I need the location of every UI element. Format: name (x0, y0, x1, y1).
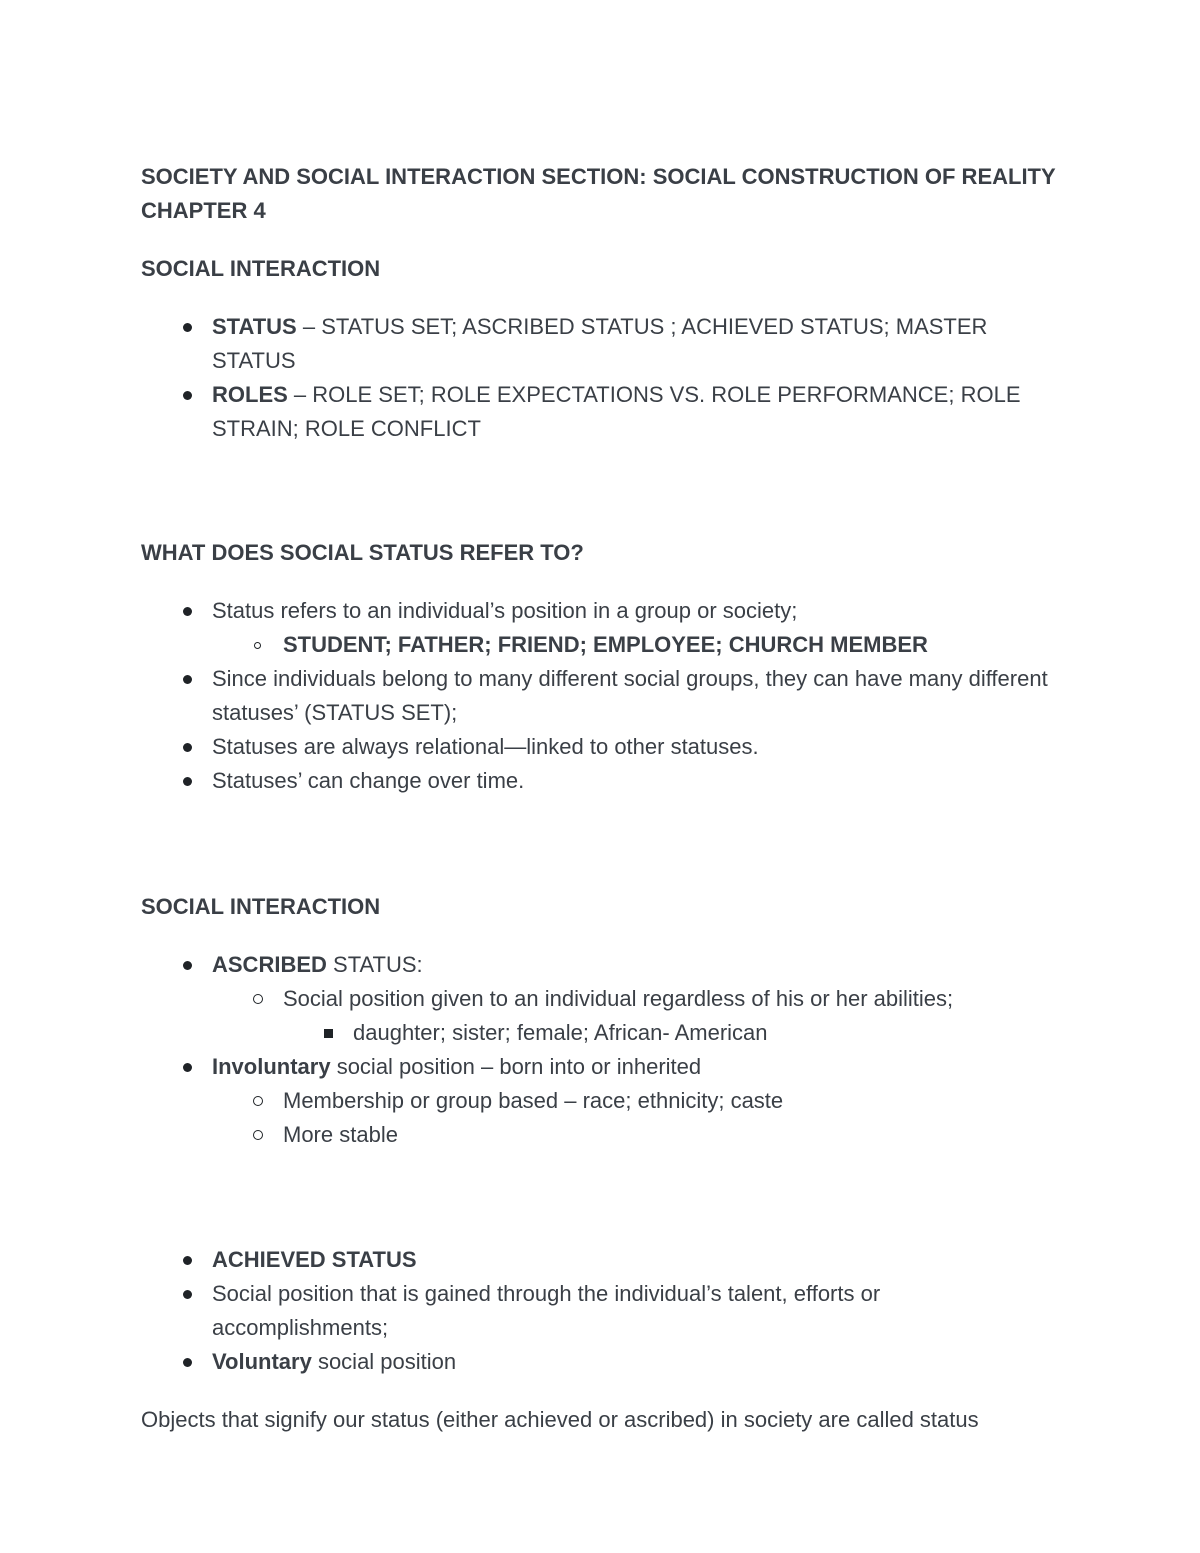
bullet-dot-icon (177, 730, 197, 764)
status-examples: STUDENT; FATHER; FRIEND; EMPLOYEE; CHURCH MEMBER (283, 632, 928, 657)
list-item (141, 1277, 1061, 1345)
spacer (141, 798, 1061, 890)
bullet-ring-icon (248, 1118, 268, 1152)
term-ascribed: ASCRIBED (212, 952, 327, 977)
list-item (141, 1084, 1061, 1118)
list-item (141, 1345, 1061, 1379)
list-item (141, 1016, 1061, 1050)
bullet-dot-icon (177, 378, 197, 412)
list-item-text: Membership or group based – race; ethnicity; caste (283, 1088, 784, 1113)
list-item (141, 1050, 1061, 1084)
bullet-dot-icon (177, 1050, 197, 1084)
bullet-dot-icon (177, 310, 197, 344)
term-involuntary: Involuntary (212, 1054, 331, 1079)
list-item-status (141, 310, 1061, 378)
ascribed-status-list (141, 948, 1061, 1152)
list-item-text: social position – born into or inherited (330, 1054, 702, 1079)
list-item (141, 948, 1061, 982)
list-item-text: Social position given to an individual regardless of his or her abilities; (283, 986, 954, 1011)
list-item (141, 662, 1061, 730)
term-achieved-status: ACHIEVED STATUS (212, 1247, 417, 1272)
spacer (141, 924, 1061, 948)
list-item (141, 730, 1061, 764)
term-roles: ROLES (212, 382, 288, 407)
list-item-text: More stable (283, 1122, 398, 1147)
list-item-text: daughter; sister; female; African- American (353, 1020, 768, 1045)
list-item-roles (141, 378, 1061, 446)
achieved-status-list (141, 1243, 1061, 1379)
document-page (141, 160, 1061, 1437)
status-roles-list (141, 310, 1061, 446)
bullet-dot-icon (177, 948, 197, 982)
spacer (141, 446, 1061, 536)
closing-paragraph: Objects that signify our status (either achieved or ascribed) in society are called status (141, 1407, 979, 1432)
list-item-text: Statuses are always relational—linked to other statuses. (212, 734, 759, 759)
spacer (141, 570, 1061, 594)
bullet-dot-icon (177, 1277, 197, 1311)
list-item-text: social position (311, 1349, 457, 1374)
list-item-text: Statuses’ can change over time. (212, 768, 525, 793)
section-heading-social-interaction: SOCIAL INTERACTION (141, 256, 381, 281)
status-details: – STATUS SET; ASCRIBED STATUS ; ACHIEVED STATUS; MASTER STATUS (212, 314, 988, 373)
bullet-ring-icon (248, 982, 268, 1016)
list-item (141, 628, 1061, 662)
bullet-dot-icon (177, 1345, 197, 1379)
bullet-dot-icon (177, 1243, 197, 1277)
term-voluntary: Voluntary (212, 1349, 312, 1374)
bullet-dot-icon (177, 764, 197, 798)
list-item (141, 982, 1061, 1016)
list-item (141, 1118, 1061, 1152)
bullet-ring-icon (248, 1084, 268, 1118)
roles-details: – ROLE SET; ROLE EXPECTATIONS VS. ROLE PERFORMANCE; ROLE STRAIN; ROLE CONFLICT (212, 382, 1021, 441)
list-item-text: Status refers to an individual’s position in a group or society; (212, 598, 798, 623)
bullet-square-icon (318, 1016, 338, 1050)
spacer (141, 286, 1061, 310)
list-item-text: Since individuals belong to many different social groups, they can have many different statuses’ (STATUS SET); (212, 666, 1048, 725)
document-title: SOCIETY AND SOCIAL INTERACTION SECTION: SOCIAL CONSTRUCTION OF REALITY CHAPTER 4 (141, 164, 1056, 223)
social-status-list (141, 594, 1061, 798)
list-item (141, 764, 1061, 798)
list-item-text: STATUS: (326, 952, 423, 977)
list-item (141, 1243, 1061, 1277)
spacer (141, 1379, 1061, 1403)
bullet-dot-icon (177, 662, 197, 696)
list-item (141, 594, 1061, 628)
bullet-dot-icon (177, 594, 197, 628)
section-heading-social-interaction-2: SOCIAL INTERACTION (141, 894, 381, 919)
list-item-text: Social position that is gained through the individual’s talent, efforts or accomplishments; (212, 1281, 881, 1340)
term-status: STATUS (212, 314, 297, 339)
section-heading-social-status: WHAT DOES SOCIAL STATUS REFER TO? (141, 540, 584, 565)
bullet-ring-icon (248, 628, 268, 662)
spacer (141, 1152, 1061, 1243)
